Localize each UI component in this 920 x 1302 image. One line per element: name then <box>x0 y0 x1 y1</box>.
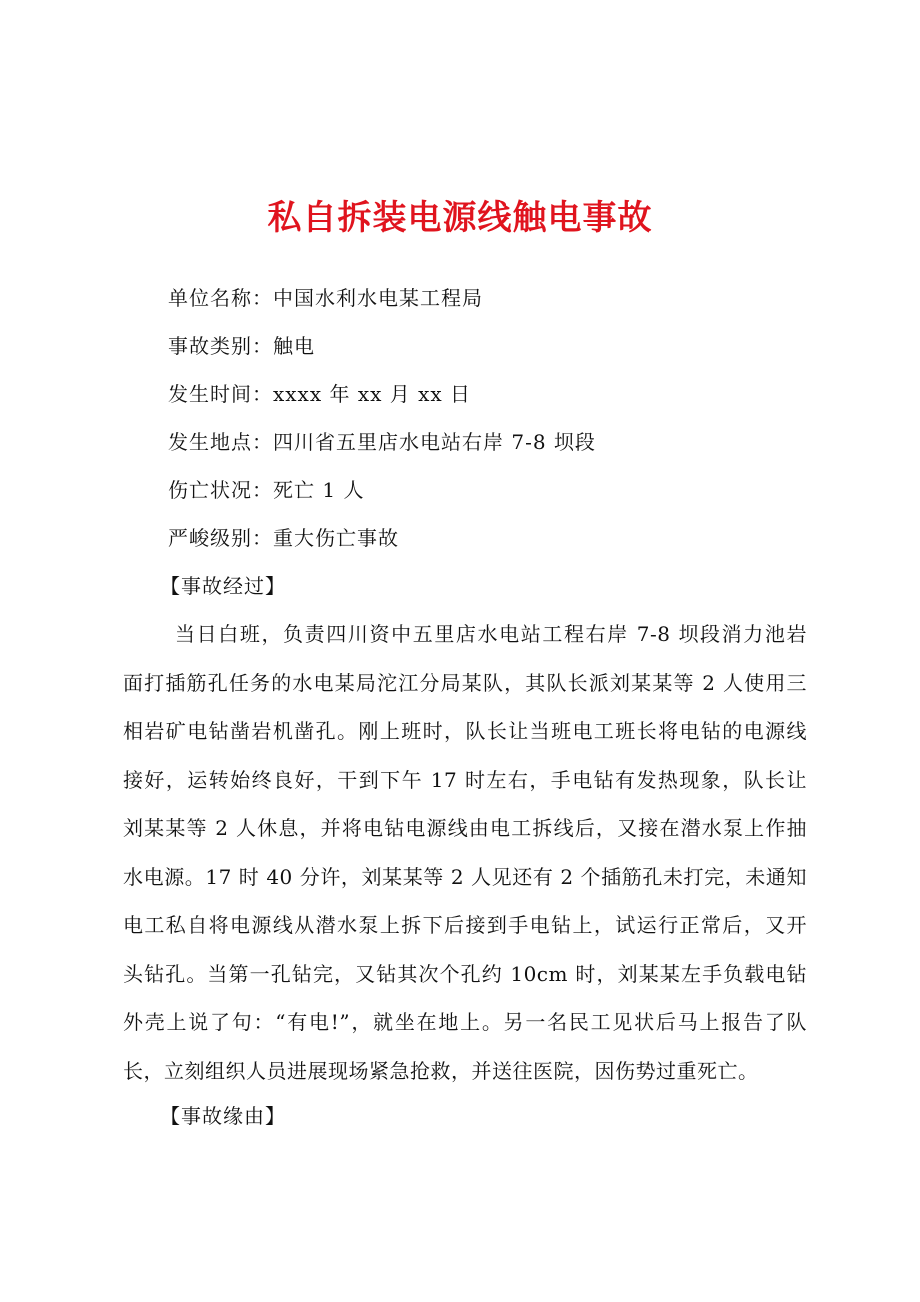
field-value: 死亡 1 人 <box>273 478 365 502</box>
field-value: 中国水利水电某工程局 <box>273 286 483 310</box>
field-value: 重大伤亡事故 <box>273 526 399 550</box>
field-severity <box>168 523 399 553</box>
paragraph-line: 外壳上说了句：“有电!”，就坐在地上。另一名民工见状后马上报告了队 <box>123 1010 807 1034</box>
field-label: 单位名称： <box>168 286 273 310</box>
field-label: 发生地点： <box>168 430 273 454</box>
paragraph-line: 接好，运转始终良好，干到下午 17 时左右，手电钻有发热现象，队长让 <box>123 767 807 792</box>
paragraph-line: 头钻孔。当第一孔钻完，又钻其次个孔约 10cm 时，刘某某左手负载电钻 <box>123 961 807 986</box>
paragraph-line: 面打插筋孔任务的水电某局沱江分局某队，其队长派刘某某等 2 人使用三 <box>123 670 807 695</box>
section-heading-process: 【事故经过】 <box>160 574 286 598</box>
process-paragraph <box>123 610 807 1095</box>
field-value: xxxx 年 xx 月 xx 日 <box>273 382 472 406</box>
document-title: 私自拆装电源线触电事故 <box>267 198 653 238</box>
paragraph-line: 相岩矿电钻凿岩机凿孔。刚上班时，队长让当班电工班长将电钻的电源线 <box>123 719 807 743</box>
paragraph-line: 刘某某等 2 人休息，并将电钻电源线由电工拆线后，又接在潜水泵上作抽 <box>123 816 807 840</box>
paragraph-line: 电工私自将电源线从潜水泵上拆下后接到手电钻上，试运行正常后，又开 <box>123 913 807 937</box>
paragraph-line: 长，立刻组织人员进展现场紧急抢救，并送往医院，因伤势过重死亡。 <box>123 1058 759 1083</box>
field-casualties <box>168 475 364 505</box>
field-accident-category <box>168 331 315 361</box>
field-label: 伤亡状况： <box>168 478 273 502</box>
field-location <box>168 427 596 457</box>
field-unit-name <box>168 283 483 313</box>
field-value: 四川省五里店水电站右岸 7-8 坝段 <box>273 430 596 454</box>
section-heading-cause: 【事故缘由】 <box>160 1104 286 1128</box>
field-label: 发生时间： <box>168 382 273 406</box>
field-value: 触电 <box>273 334 315 358</box>
field-occurrence-time <box>168 379 471 409</box>
paragraph-line: 当日白班，负责四川资中五里店水电站工程右岸 7-8 坝段消力池岩 <box>175 622 807 646</box>
field-label: 事故类别： <box>168 334 273 358</box>
field-label: 严峻级别： <box>168 526 273 550</box>
paragraph-line: 水电源。17 时 40 分许，刘某某等 2 人见还有 2 个插筋孔未打完，未通知 <box>123 864 807 889</box>
